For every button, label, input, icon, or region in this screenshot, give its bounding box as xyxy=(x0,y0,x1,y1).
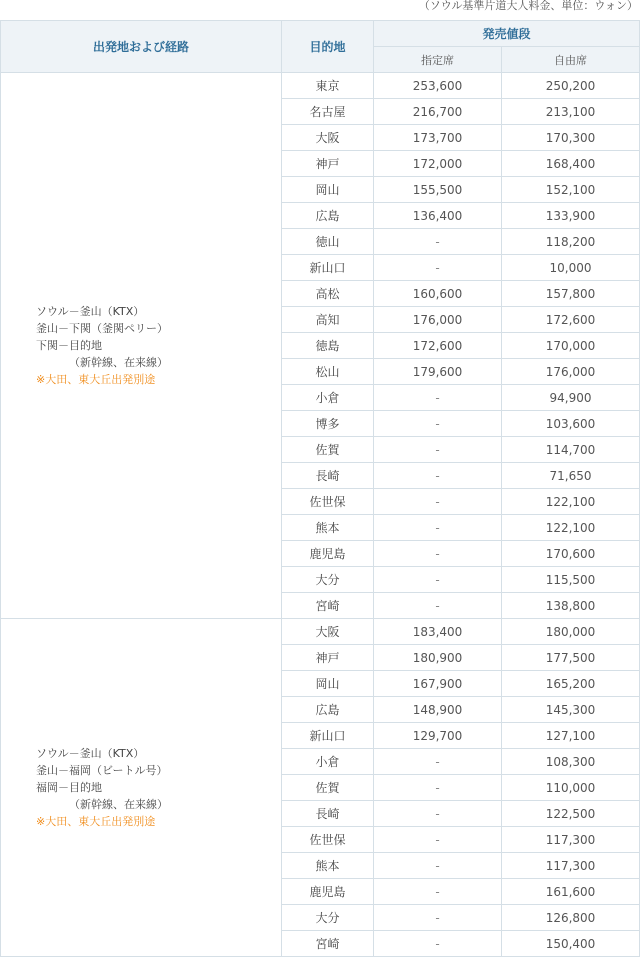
destination-cell: 広島 xyxy=(282,203,374,229)
unreserved-fare-cell: 117,300 xyxy=(502,827,640,853)
reserved-fare-cell: 183,400 xyxy=(374,619,502,645)
reserved-fare-cell: - xyxy=(374,879,502,905)
unreserved-fare-cell: 170,600 xyxy=(502,541,640,567)
header-route: 出発地および経路 xyxy=(1,21,282,73)
unreserved-fare-cell: 122,100 xyxy=(502,489,640,515)
reserved-fare-cell: 179,600 xyxy=(374,359,502,385)
route-line: （新幹線、在来線） xyxy=(69,798,168,811)
destination-cell: 広島 xyxy=(282,697,374,723)
reserved-fare-cell: 148,900 xyxy=(374,697,502,723)
unreserved-fare-cell: 103,600 xyxy=(502,411,640,437)
unreserved-fare-cell: 172,600 xyxy=(502,307,640,333)
reserved-fare-cell: - xyxy=(374,229,502,255)
destination-cell: 徳山 xyxy=(282,229,374,255)
unreserved-fare-cell: 165,200 xyxy=(502,671,640,697)
unreserved-fare-cell: 114,700 xyxy=(502,437,640,463)
reserved-fare-cell: 216,700 xyxy=(374,99,502,125)
destination-cell: 大阪 xyxy=(282,619,374,645)
unreserved-fare-cell: 94,900 xyxy=(502,385,640,411)
fare-table-body xyxy=(1,73,640,957)
unreserved-fare-cell: 170,000 xyxy=(502,333,640,359)
reserved-fare-cell: 176,000 xyxy=(374,307,502,333)
destination-cell: 高松 xyxy=(282,281,374,307)
reserved-fare-cell: - xyxy=(374,385,502,411)
destination-cell: 神戸 xyxy=(282,151,374,177)
reserved-fare-cell: 160,600 xyxy=(374,281,502,307)
destination-cell: 高知 xyxy=(282,307,374,333)
reserved-fare-cell: - xyxy=(374,775,502,801)
destination-cell: 徳島 xyxy=(282,333,374,359)
unreserved-fare-cell: 122,500 xyxy=(502,801,640,827)
reserved-fare-cell: 172,000 xyxy=(374,151,502,177)
unreserved-fare-cell: 250,200 xyxy=(502,73,640,99)
reserved-fare-cell: 173,700 xyxy=(374,125,502,151)
unreserved-fare-cell: 145,300 xyxy=(502,697,640,723)
destination-cell: 佐賀 xyxy=(282,437,374,463)
reserved-fare-cell: - xyxy=(374,931,502,957)
unreserved-fare-cell: 126,800 xyxy=(502,905,640,931)
destination-cell: 名古屋 xyxy=(282,99,374,125)
table-row xyxy=(1,619,640,645)
header-unreserved: 自由席 xyxy=(502,47,640,73)
unreserved-fare-cell: 157,800 xyxy=(502,281,640,307)
destination-cell: 神戸 xyxy=(282,645,374,671)
route-description xyxy=(1,73,282,619)
reserved-fare-cell: 172,600 xyxy=(374,333,502,359)
destination-cell: 大分 xyxy=(282,905,374,931)
destination-cell: 長崎 xyxy=(282,801,374,827)
reserved-fare-cell: - xyxy=(374,567,502,593)
reserved-fare-cell: - xyxy=(374,541,502,567)
destination-cell: 熊本 xyxy=(282,515,374,541)
unreserved-fare-cell: 176,000 xyxy=(502,359,640,385)
header-destination: 目的地 xyxy=(282,21,374,73)
reserved-fare-cell: 129,700 xyxy=(374,723,502,749)
unreserved-fare-cell: 133,900 xyxy=(502,203,640,229)
destination-cell: 熊本 xyxy=(282,853,374,879)
unreserved-fare-cell: 168,400 xyxy=(502,151,640,177)
destination-cell: 佐世保 xyxy=(282,827,374,853)
destination-cell: 佐世保 xyxy=(282,489,374,515)
reserved-fare-cell: - xyxy=(374,801,502,827)
reserved-fare-cell: - xyxy=(374,515,502,541)
destination-cell: 新山口 xyxy=(282,255,374,281)
reserved-fare-cell: - xyxy=(374,905,502,931)
unreserved-fare-cell: 177,500 xyxy=(502,645,640,671)
unit-note: （ソウル基準片道大人料金、単位：ウォン） xyxy=(418,0,638,12)
unreserved-fare-cell: 161,600 xyxy=(502,879,640,905)
destination-cell: 新山口 xyxy=(282,723,374,749)
unreserved-fare-cell: 127,100 xyxy=(502,723,640,749)
route-warning-note: ※大田、東大丘出発別途 xyxy=(36,373,156,386)
unreserved-fare-cell: 118,200 xyxy=(502,229,640,255)
destination-cell: 松山 xyxy=(282,359,374,385)
route-line: 釜山－下関（釜関ペリー） xyxy=(36,322,168,335)
destination-cell: 長崎 xyxy=(282,463,374,489)
reserved-fare-cell: - xyxy=(374,437,502,463)
unreserved-fare-cell: 138,800 xyxy=(502,593,640,619)
unreserved-fare-cell: 170,300 xyxy=(502,125,640,151)
destination-cell: 鹿児島 xyxy=(282,541,374,567)
destination-cell: 大分 xyxy=(282,567,374,593)
unreserved-fare-cell: 108,300 xyxy=(502,749,640,775)
reserved-fare-cell: 136,400 xyxy=(374,203,502,229)
route-line: ソウル－釜山（KTX） xyxy=(36,747,145,760)
header-reserved: 指定席 xyxy=(374,47,502,73)
unreserved-fare-cell: 71,650 xyxy=(502,463,640,489)
destination-cell: 大阪 xyxy=(282,125,374,151)
unreserved-fare-cell: 122,100 xyxy=(502,515,640,541)
destination-cell: 鹿児島 xyxy=(282,879,374,905)
unreserved-fare-cell: 117,300 xyxy=(502,853,640,879)
unreserved-fare-cell: 115,500 xyxy=(502,567,640,593)
destination-cell: 博多 xyxy=(282,411,374,437)
route-warning-note: ※大田、東大丘出発別途 xyxy=(36,815,156,828)
reserved-fare-cell: - xyxy=(374,853,502,879)
reserved-fare-cell: 180,900 xyxy=(374,645,502,671)
reserved-fare-cell: - xyxy=(374,593,502,619)
reserved-fare-cell: 155,500 xyxy=(374,177,502,203)
reserved-fare-cell: 253,600 xyxy=(374,73,502,99)
unreserved-fare-cell: 150,400 xyxy=(502,931,640,957)
destination-cell: 東京 xyxy=(282,73,374,99)
destination-cell: 岡山 xyxy=(282,671,374,697)
unreserved-fare-cell: 152,100 xyxy=(502,177,640,203)
table-row xyxy=(1,73,640,99)
reserved-fare-cell: - xyxy=(374,827,502,853)
reserved-fare-cell: - xyxy=(374,255,502,281)
header-price: 発売値段 xyxy=(374,21,640,47)
route-line: （新幹線、在来線） xyxy=(69,356,168,369)
route-line: 福岡－目的地 xyxy=(36,781,102,794)
route-description xyxy=(1,619,282,957)
destination-cell: 宮崎 xyxy=(282,931,374,957)
fare-table xyxy=(0,20,640,957)
reserved-fare-cell: - xyxy=(374,749,502,775)
unreserved-fare-cell: 180,000 xyxy=(502,619,640,645)
reserved-fare-cell: - xyxy=(374,489,502,515)
unreserved-fare-cell: 10,000 xyxy=(502,255,640,281)
reserved-fare-cell: - xyxy=(374,411,502,437)
destination-cell: 宮崎 xyxy=(282,593,374,619)
unreserved-fare-cell: 110,000 xyxy=(502,775,640,801)
unreserved-fare-cell: 213,100 xyxy=(502,99,640,125)
reserved-fare-cell: 167,900 xyxy=(374,671,502,697)
destination-cell: 小倉 xyxy=(282,385,374,411)
route-line: 釜山－福岡（ビートル号） xyxy=(36,764,168,777)
destination-cell: 佐賀 xyxy=(282,775,374,801)
route-line: ソウル－釜山（KTX） xyxy=(36,305,145,318)
route-line: 下関－目的地 xyxy=(36,339,102,352)
destination-cell: 岡山 xyxy=(282,177,374,203)
reserved-fare-cell: - xyxy=(374,463,502,489)
destination-cell: 小倉 xyxy=(282,749,374,775)
